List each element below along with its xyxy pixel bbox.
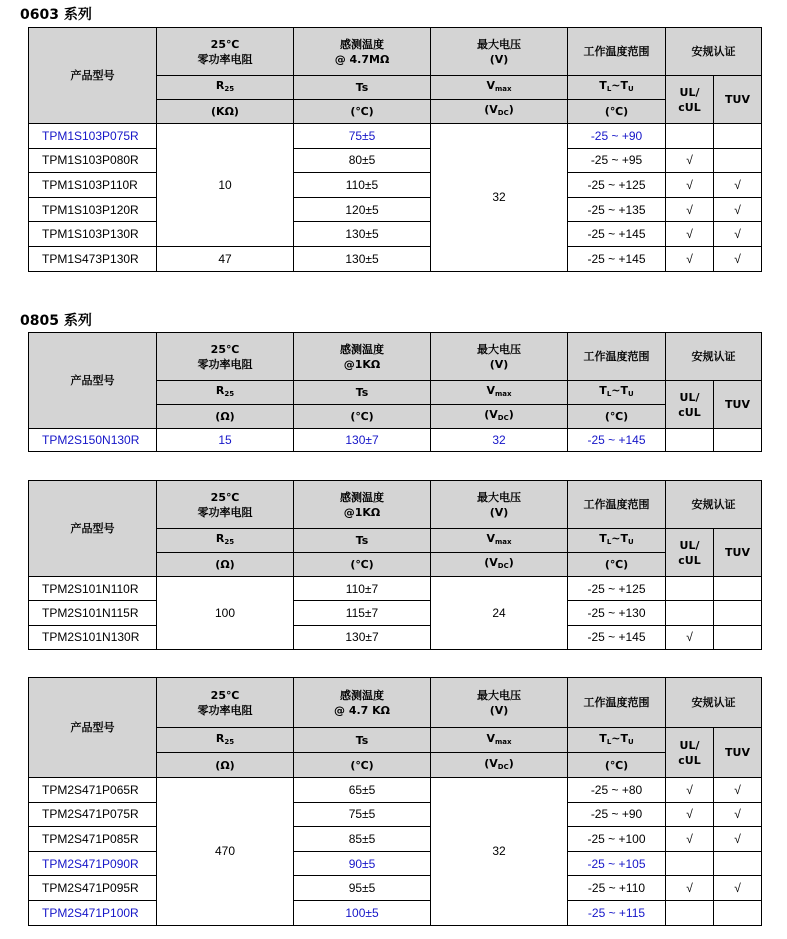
temp-range-cell: -25 ~ +110 <box>568 876 666 901</box>
table-row <box>29 429 762 452</box>
part-number-cell: TPM2S471P075R <box>29 802 157 827</box>
header-resistance-cell <box>157 333 294 381</box>
header-r-unit: (Ω) <box>215 558 235 571</box>
ul-cert-cell: √ <box>666 876 714 901</box>
header-v-unit-open: (V <box>484 103 498 116</box>
part-number-cell: TPM2S471P090R <box>29 851 157 876</box>
temp-range-cell: -25 ~ +90 <box>568 802 666 827</box>
header-r-unit-cell <box>157 405 294 429</box>
header-row <box>29 481 762 529</box>
header-ul-line1: UL/ <box>679 390 700 404</box>
header-r25-cell <box>157 529 294 553</box>
temp-range-cell: -25 ~ +80 <box>568 778 666 803</box>
temp-range-cell: -25 ~ +145 <box>568 222 666 247</box>
header-max-voltage-cell <box>431 481 568 529</box>
header-cert-label: 安规认证 <box>691 498 736 511</box>
temp-range-cell: -25 ~ +145 <box>568 429 666 452</box>
ul-cert-cell: √ <box>666 625 714 649</box>
sensing-temp-cell: 95±5 <box>294 876 431 901</box>
header-r25-cell <box>157 381 294 405</box>
resistance-cell: 470 <box>157 778 294 926</box>
header-cert-label: 安规认证 <box>691 45 736 58</box>
header-r-unit-cell <box>157 753 294 778</box>
sensing-temp-cell: 130±5 <box>294 246 431 271</box>
table-row <box>29 876 762 901</box>
header-resistance-line2: 零功率电阻 <box>197 703 253 717</box>
header-ts-symbol: Ts <box>355 733 369 747</box>
header-u-subscript: U <box>628 390 634 398</box>
header-t-symbol: T <box>599 384 607 397</box>
ul-cert-cell: √ <box>666 197 714 222</box>
header-range-unit: (℃) <box>604 558 629 571</box>
tuv-cert-cell: √ <box>714 778 762 803</box>
ul-cert-cell: √ <box>666 173 714 198</box>
header-ts-unit-cell <box>294 753 431 778</box>
part-number-cell: TPM2S471P065R <box>29 778 157 803</box>
temp-range-cell: -25 ~ +145 <box>568 246 666 271</box>
ul-cert-cell <box>666 900 714 925</box>
header-tuv-cell <box>714 529 762 577</box>
header-sensing-temp-line2: @ 4.7MΩ <box>334 52 390 66</box>
header-l-subscript: L <box>606 85 612 93</box>
header-v-subscript: max <box>494 538 512 546</box>
header-sensing-temp-cell <box>294 481 431 529</box>
header-resistance-line1: 25℃ <box>210 342 240 356</box>
table-row <box>29 148 762 173</box>
temp-range-cell: -25 ~ +100 <box>568 827 666 852</box>
header-v-symbol: V <box>486 79 495 92</box>
header-l-subscript: L <box>606 737 612 746</box>
part-number-cell: TPM2S471P100R <box>29 900 157 925</box>
header-ts-unit: (℃) <box>350 410 374 423</box>
part-number-cell: TPM2S101N115R <box>29 601 157 625</box>
header-v-unit-sub: DC <box>497 762 509 771</box>
header-max-voltage-line1: 最大电压 <box>477 490 521 504</box>
resistance-cell: 100 <box>157 577 294 650</box>
table-row <box>29 124 762 149</box>
header-range-label: 工作温度范围 <box>583 498 650 511</box>
header-v-unit-close: ) <box>508 103 514 116</box>
tuv-cert-cell <box>714 429 762 452</box>
header-v-unit-sub: DC <box>497 109 509 117</box>
header-v-unit-cell <box>431 753 568 778</box>
sensing-temp-cell: 100±5 <box>294 900 431 925</box>
header-ts-cell <box>294 76 431 100</box>
header-v-symbol: V <box>486 731 495 745</box>
header-range-cell <box>568 678 666 728</box>
header-v-unit-open: (V <box>484 408 498 421</box>
header-ts-unit: (℃) <box>350 105 374 118</box>
header-resistance-line2: 零功率电阻 <box>197 357 253 371</box>
temp-range-cell: -25 ~ +145 <box>568 625 666 649</box>
header-l-subscript: L <box>606 390 612 398</box>
header-vmax-cell <box>431 728 568 753</box>
header-row <box>29 333 762 381</box>
header-ul-cell <box>666 76 714 124</box>
ul-cert-cell <box>666 429 714 452</box>
header-ts-cell <box>294 728 431 753</box>
header-max-voltage-line1: 最大电压 <box>477 342 521 356</box>
header-range-unit-cell <box>568 553 666 577</box>
header-resistance-line2: 零功率电阻 <box>197 505 253 519</box>
header-vmax-cell <box>431 381 568 405</box>
header-ul-cell <box>666 728 714 778</box>
header-product-cell <box>29 333 157 429</box>
header-tilde-t: ~T <box>611 79 629 92</box>
header-row <box>29 28 762 76</box>
header-t-symbol: T <box>599 731 607 745</box>
sensing-temp-cell: 85±5 <box>294 827 431 852</box>
part-number-cell: TPM2S471P085R <box>29 827 157 852</box>
header-max-voltage-cell <box>431 28 568 76</box>
header-ul-line2: cUL <box>678 553 701 567</box>
sensing-temp-cell: 90±5 <box>294 851 431 876</box>
header-tl-tu-cell <box>568 381 666 405</box>
header-ts-unit-cell <box>294 553 431 577</box>
header-v-subscript: max <box>494 737 512 746</box>
header-ul-line1: UL/ <box>679 538 700 552</box>
header-sensing-temp-line1: 感测温度 <box>340 342 384 356</box>
header-tuv-label: TUV <box>725 93 750 106</box>
header-sensing-temp-line1: 感测温度 <box>340 37 384 51</box>
sensing-temp-cell: 130±7 <box>294 625 431 649</box>
header-tuv-label: TUV <box>725 398 750 411</box>
ul-cert-cell: √ <box>666 246 714 271</box>
header-max-voltage-line1: 最大电压 <box>477 688 521 702</box>
resistance-cell: 47 <box>157 246 294 271</box>
max-voltage-cell: 24 <box>431 577 568 650</box>
header-ul-cell <box>666 381 714 429</box>
header-tuv-cell <box>714 728 762 778</box>
header-range-unit-cell <box>568 100 666 124</box>
header-r-symbol: R <box>215 731 225 745</box>
header-max-voltage-line2: (V) <box>489 703 509 717</box>
header-ts-unit-cell <box>294 100 431 124</box>
header-ul-line1: UL/ <box>679 738 700 752</box>
header-ts-cell <box>294 529 431 553</box>
header-range-unit-cell <box>568 405 666 429</box>
header-resistance-cell <box>157 28 294 76</box>
tuv-cert-cell <box>714 577 762 601</box>
header-v-subscript: max <box>494 390 512 398</box>
header-ul-line2: cUL <box>678 753 701 767</box>
header-r-unit: (Ω) <box>215 410 235 423</box>
header-resistance-line1: 25℃ <box>210 688 240 702</box>
ul-cert-cell: √ <box>666 778 714 803</box>
header-r-symbol: R <box>215 384 225 397</box>
header-max-voltage-cell <box>431 678 568 728</box>
temp-range-cell: -25 ~ +130 <box>568 601 666 625</box>
header-range-label: 工作温度范围 <box>583 45 650 58</box>
header-max-voltage-line2: (V) <box>489 357 509 371</box>
resistance-cell: 10 <box>157 124 294 247</box>
header-product-cell <box>29 481 157 577</box>
header-sensing-temp-cell <box>294 333 431 381</box>
table-row <box>29 900 762 925</box>
max-voltage-cell: 32 <box>431 778 568 926</box>
header-t-symbol: T <box>599 79 607 92</box>
header-tl-tu-cell <box>568 76 666 100</box>
spec-table <box>28 27 762 272</box>
sensing-temp-cell: 115±7 <box>294 601 431 625</box>
header-sensing-temp-cell <box>294 28 431 76</box>
part-number-cell: TPM1S103P110R <box>29 173 157 198</box>
sensing-temp-cell: 65±5 <box>294 778 431 803</box>
table-row <box>29 246 762 271</box>
header-cert-cell <box>666 28 762 76</box>
tuv-cert-cell <box>714 601 762 625</box>
part-number-cell: TPM1S103P120R <box>29 197 157 222</box>
header-ul-line2: cUL <box>678 405 701 419</box>
tuv-cert-cell: √ <box>714 197 762 222</box>
header-tuv-cell <box>714 381 762 429</box>
sensing-temp-cell: 110±7 <box>294 577 431 601</box>
header-max-voltage-line1: 最大电压 <box>477 37 521 51</box>
spec-table <box>28 332 762 452</box>
part-number-cell: TPM1S103P130R <box>29 222 157 247</box>
tuv-cert-cell: √ <box>714 222 762 247</box>
ul-cert-cell <box>666 124 714 149</box>
header-sensing-temp-line2: @1KΩ <box>343 505 381 519</box>
header-tilde-t: ~T <box>611 384 629 397</box>
tuv-cert-cell <box>714 851 762 876</box>
temp-range-cell: -25 ~ +135 <box>568 197 666 222</box>
part-number-cell: TPM2S101N110R <box>29 577 157 601</box>
header-range-label: 工作温度范围 <box>583 350 650 363</box>
table-row <box>29 851 762 876</box>
header-resistance-cell <box>157 481 294 529</box>
header-v-unit-cell <box>431 553 568 577</box>
header-ul-cell <box>666 529 714 577</box>
header-r-unit-cell <box>157 100 294 124</box>
header-r-subscript: 25 <box>224 538 235 546</box>
header-resistance-line1: 25℃ <box>210 490 240 504</box>
header-range-cell <box>568 481 666 529</box>
tuv-cert-cell <box>714 148 762 173</box>
sensing-temp-cell: 80±5 <box>294 148 431 173</box>
header-ul-line1: UL/ <box>679 85 700 99</box>
header-cert-cell <box>666 333 762 381</box>
header-range-cell <box>568 333 666 381</box>
table-row <box>29 802 762 827</box>
sensing-temp-cell: 75±5 <box>294 802 431 827</box>
header-r-unit-cell <box>157 553 294 577</box>
header-cert-cell <box>666 481 762 529</box>
header-l-subscript: L <box>606 538 612 546</box>
header-t-symbol: T <box>599 532 607 545</box>
header-v-unit-close: ) <box>508 408 514 421</box>
header-ts-symbol: Ts <box>355 81 369 94</box>
table-row <box>29 197 762 222</box>
header-v-symbol: V <box>486 532 495 545</box>
header-range-unit-cell <box>568 753 666 778</box>
header-ts-symbol: Ts <box>355 386 369 399</box>
ul-cert-cell <box>666 851 714 876</box>
part-number-cell: TPM1S473P130R <box>29 246 157 271</box>
header-tilde-t: ~T <box>611 731 629 745</box>
header-ts-unit: (℃) <box>350 758 374 772</box>
header-r-subscript: 25 <box>224 85 235 93</box>
header-cert-label: 安规认证 <box>691 696 736 709</box>
part-number-cell: TPM1S103P075R <box>29 124 157 149</box>
header-v-unit-close: ) <box>508 756 514 770</box>
tuv-cert-cell: √ <box>714 876 762 901</box>
resistance-cell: 15 <box>157 429 294 452</box>
tuv-cert-cell <box>714 124 762 149</box>
table-row <box>29 625 762 649</box>
header-max-voltage-line2: (V) <box>489 505 509 519</box>
header-cert-label: 安规认证 <box>691 350 736 363</box>
max-voltage-cell: 32 <box>431 124 568 272</box>
header-v-unit-sub: DC <box>497 562 509 570</box>
header-range-cell <box>568 28 666 76</box>
part-number-cell: TPM2S471P095R <box>29 876 157 901</box>
tuv-cert-cell: √ <box>714 827 762 852</box>
ul-cert-cell: √ <box>666 802 714 827</box>
header-sensing-temp-line1: 感测温度 <box>340 688 384 702</box>
part-number-cell: TPM1S103P080R <box>29 148 157 173</box>
header-r-symbol: R <box>215 79 225 92</box>
temp-range-cell: -25 ~ +105 <box>568 851 666 876</box>
max-voltage-cell: 32 <box>431 429 568 452</box>
header-v-subscript: max <box>494 85 512 93</box>
sensing-temp-cell: 130±7 <box>294 429 431 452</box>
header-cert-cell <box>666 678 762 728</box>
header-range-unit: (℃) <box>604 758 629 772</box>
header-sensing-temp-cell <box>294 678 431 728</box>
tuv-cert-cell <box>714 625 762 649</box>
header-sensing-temp-line2: @ 4.7 KΩ <box>333 703 391 717</box>
header-resistance-line2: 零功率电阻 <box>197 52 253 66</box>
ul-cert-cell: √ <box>666 222 714 247</box>
section-title: 0603 系列 <box>20 7 92 23</box>
section-title: 0805 系列 <box>20 313 92 329</box>
header-r-symbol: R <box>215 532 225 545</box>
ul-cert-cell: √ <box>666 827 714 852</box>
header-product-cell <box>29 678 157 778</box>
header-tl-tu-cell <box>568 529 666 553</box>
header-r-unit: (Ω) <box>215 758 235 772</box>
header-product-label: 产品型号 <box>70 721 115 734</box>
header-v-unit-open: (V <box>484 756 498 770</box>
header-ul-line2: cUL <box>678 100 701 114</box>
header-r-subscript: 25 <box>224 390 235 398</box>
header-v-unit-sub: DC <box>497 414 509 422</box>
table-row <box>29 601 762 625</box>
header-v-symbol: V <box>486 384 495 397</box>
temp-range-cell: -25 ~ +90 <box>568 124 666 149</box>
sensing-temp-cell: 75±5 <box>294 124 431 149</box>
header-u-subscript: U <box>628 737 634 746</box>
table-row <box>29 173 762 198</box>
temp-range-cell: -25 ~ +95 <box>568 148 666 173</box>
header-product-label: 产品型号 <box>70 374 115 387</box>
header-max-voltage-cell <box>431 333 568 381</box>
spec-table <box>28 480 762 650</box>
header-sensing-temp-line1: 感测温度 <box>340 490 384 504</box>
tuv-cert-cell: √ <box>714 802 762 827</box>
table-row <box>29 778 762 803</box>
header-range-unit: (℃) <box>604 410 629 423</box>
header-ts-unit-cell <box>294 405 431 429</box>
header-resistance-cell <box>157 678 294 728</box>
header-resistance-line1: 25℃ <box>210 37 240 51</box>
header-range-unit: (℃) <box>604 105 629 118</box>
header-row <box>29 678 762 728</box>
header-tilde-t: ~T <box>611 532 629 545</box>
header-ts-cell <box>294 381 431 405</box>
tuv-cert-cell <box>714 900 762 925</box>
header-product-label: 产品型号 <box>70 522 115 535</box>
header-r-unit: (KΩ) <box>211 105 239 118</box>
header-ts-symbol: Ts <box>355 534 369 547</box>
header-u-subscript: U <box>628 538 634 546</box>
header-tuv-label: TUV <box>725 746 750 759</box>
header-r-subscript: 25 <box>224 737 235 746</box>
tuv-cert-cell: √ <box>714 173 762 198</box>
header-r25-cell <box>157 76 294 100</box>
ul-cert-cell: √ <box>666 148 714 173</box>
header-max-voltage-line2: (V) <box>489 52 509 66</box>
ul-cert-cell <box>666 601 714 625</box>
header-vmax-cell <box>431 76 568 100</box>
temp-range-cell: -25 ~ +125 <box>568 577 666 601</box>
header-v-unit-cell <box>431 100 568 124</box>
tuv-cert-cell: √ <box>714 246 762 271</box>
header-ts-unit: (℃) <box>350 558 374 571</box>
header-vmax-cell <box>431 529 568 553</box>
table-row <box>29 827 762 852</box>
header-v-unit-close: ) <box>508 556 514 569</box>
sensing-temp-cell: 110±5 <box>294 173 431 198</box>
header-sensing-temp-line2: @1KΩ <box>343 357 381 371</box>
table-row <box>29 577 762 601</box>
header-tuv-cell <box>714 76 762 124</box>
ul-cert-cell <box>666 577 714 601</box>
header-v-unit-open: (V <box>484 556 498 569</box>
header-tuv-label: TUV <box>725 546 750 559</box>
header-r25-cell <box>157 728 294 753</box>
spec-table <box>28 677 762 926</box>
sensing-temp-cell: 120±5 <box>294 197 431 222</box>
header-product-label: 产品型号 <box>70 69 115 82</box>
header-tl-tu-cell <box>568 728 666 753</box>
header-v-unit-cell <box>431 405 568 429</box>
temp-range-cell: -25 ~ +115 <box>568 900 666 925</box>
part-number-cell: TPM2S150N130R <box>29 429 157 452</box>
header-u-subscript: U <box>628 85 634 93</box>
sensing-temp-cell: 130±5 <box>294 222 431 247</box>
header-range-label: 工作温度范围 <box>583 696 650 709</box>
header-product-cell <box>29 28 157 124</box>
temp-range-cell: -25 ~ +125 <box>568 173 666 198</box>
part-number-cell: TPM2S101N130R <box>29 625 157 649</box>
table-row <box>29 222 762 247</box>
